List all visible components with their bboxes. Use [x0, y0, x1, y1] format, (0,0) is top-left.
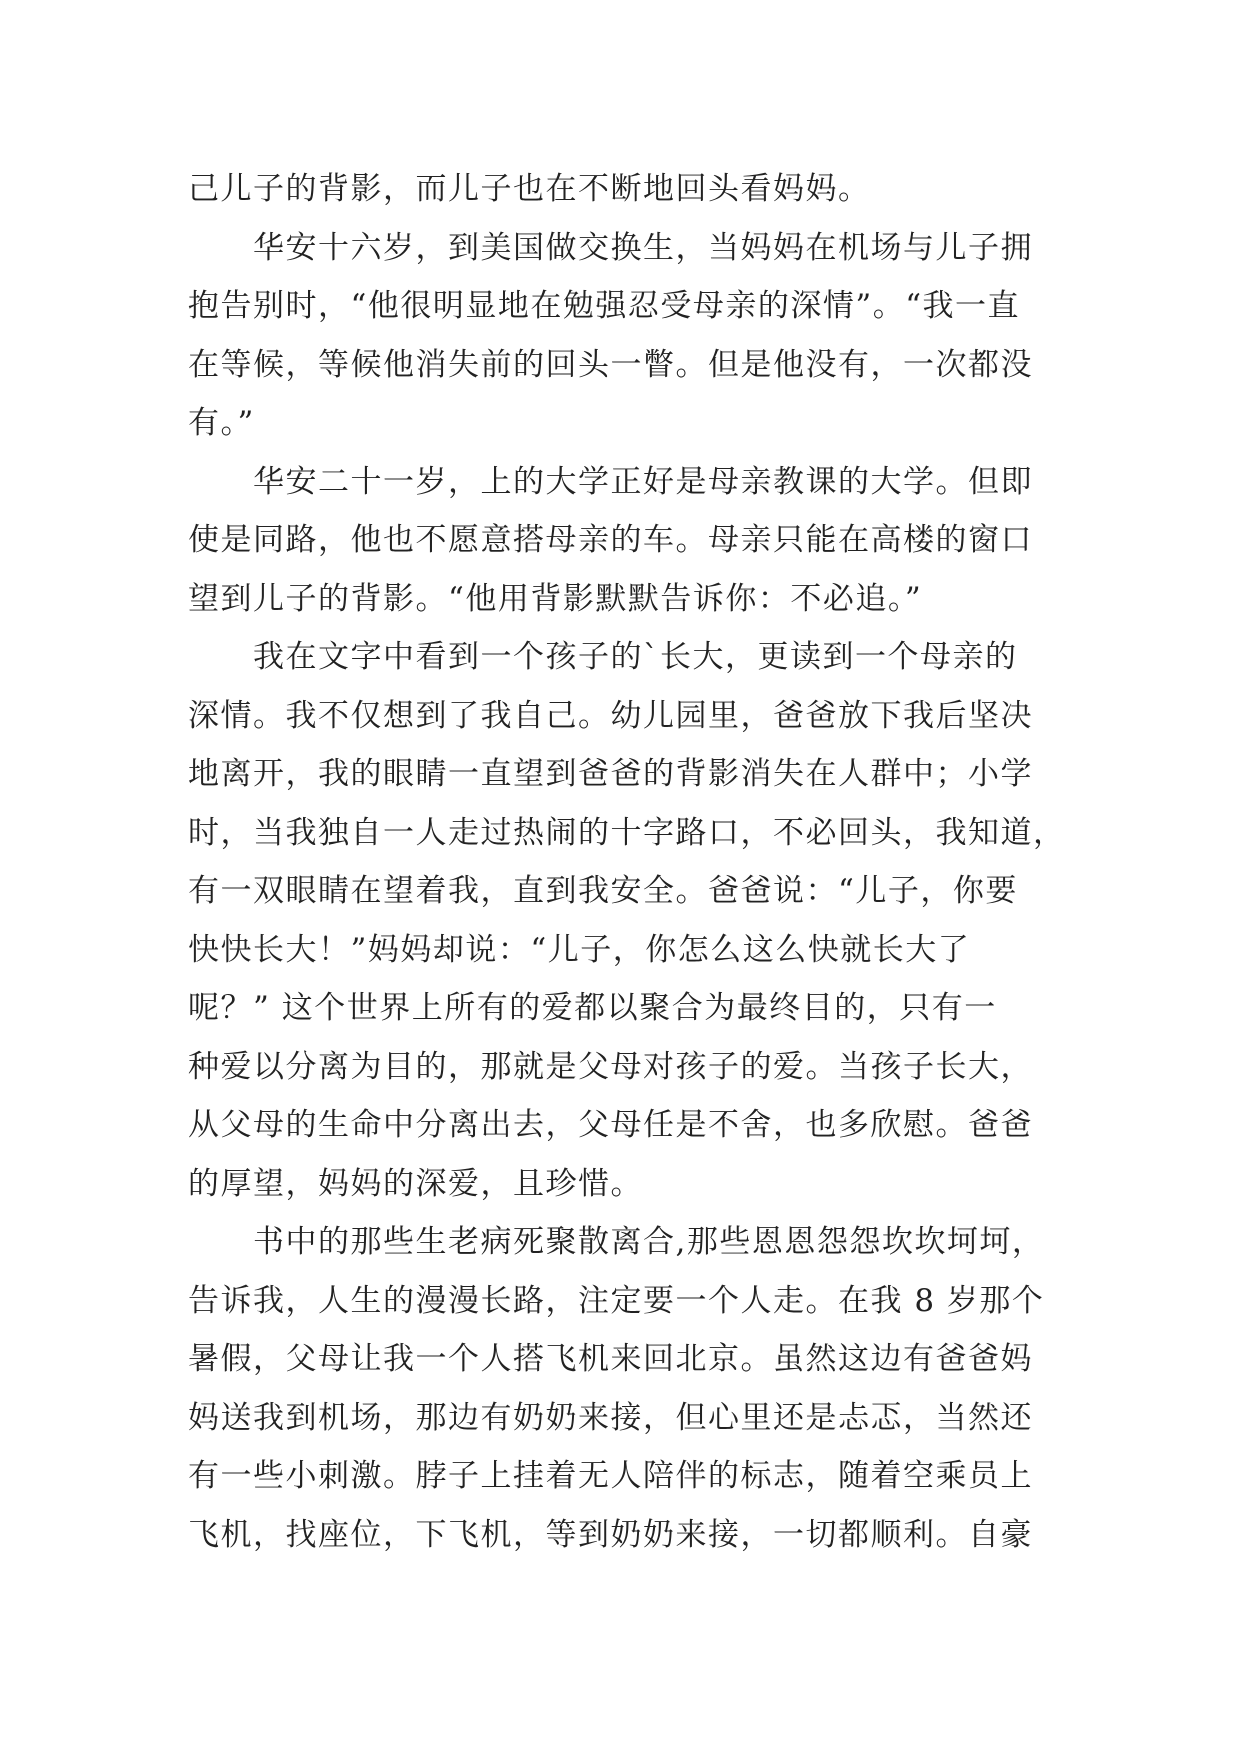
- text-line: 暑假，父母让我一个人搭飞机来回北京。虽然这边有爸爸妈: [188, 1341, 1033, 1377]
- text-line: 己儿子的背影，而儿子也在不断地回头看妈妈。: [188, 171, 871, 207]
- text-line: 抱告别时，“他很明显地在勉强忍受母亲的深情”。“我一直: [188, 288, 1021, 324]
- text-line: 呢？” 这个世界上所有的爱都以聚合为最终目的，只有一: [188, 990, 997, 1026]
- text-line: 深情。我不仅想到了我自己。幼儿园里，爸爸放下我后坚决: [188, 697, 1033, 734]
- text-line: 种爱以分离为目的，那就是父母对孩子的爱。当孩子长大，: [188, 1048, 1033, 1085]
- text-line: 华安二十一岁，上的大学正好是母亲教课的大学。但即: [188, 463, 1033, 500]
- text-line: 有一些小刺激。脖子上挂着无人陪伴的标志，随着空乘员上: [188, 1458, 1033, 1494]
- text-line: 使是同路，他也不愿意搭母亲的车。母亲只能在高楼的窗口: [188, 522, 1033, 558]
- text-line: 的厚望，妈妈的深爱，且珍惜。: [188, 1165, 643, 1202]
- text-line: 从父母的生命中分离出去，父母任是不舍，也多欣慰。爸爸: [188, 1107, 1033, 1143]
- text-line: 华安十六岁，到美国做交换生，当妈妈在机场与儿子拥: [188, 229, 1033, 266]
- text-line: 飞机，找座位，下飞机，等到奶奶来接，一切都顺利。自豪: [188, 1516, 1033, 1553]
- text-line: 时，当我独自一人走过热闹的十字路口，不必回头，我知道，: [188, 814, 1066, 851]
- text-line: 告诉我，人生的漫漫长路，注定要一个人走。在我 8 岁那个: [188, 1282, 1045, 1319]
- text-line: 书中的那些生老病死聚散离合,那些恩恩怨怨坎坎坷坷，: [188, 1224, 1045, 1260]
- text-line: 妈送我到机场，那边有奶奶来接，但心里还是忐忑，当然还: [188, 1399, 1033, 1436]
- text-line: 快快长大！”妈妈却说：“儿子，你怎么这么快就长大了: [188, 931, 971, 968]
- text-line: 有。”: [188, 405, 255, 441]
- text-line: 望到儿子的背影。“他用背影默默告诉你：不必追。”: [188, 580, 923, 617]
- text-line: 我在文字中看到一个孩子的`长大，更读到一个母亲的: [188, 639, 1018, 675]
- text-line: 地离开，我的眼睛一直望到爸爸的背影消失在人群中；小学: [188, 756, 1033, 792]
- essay-body: [188, 160, 1068, 1564]
- text-line: 在等候，等候他消失前的回头一瞥。但是他没有，一次都没: [188, 346, 1033, 383]
- text-line: 有一双眼睛在望着我，直到我安全。爸爸说：“儿子，你要: [188, 873, 1018, 909]
